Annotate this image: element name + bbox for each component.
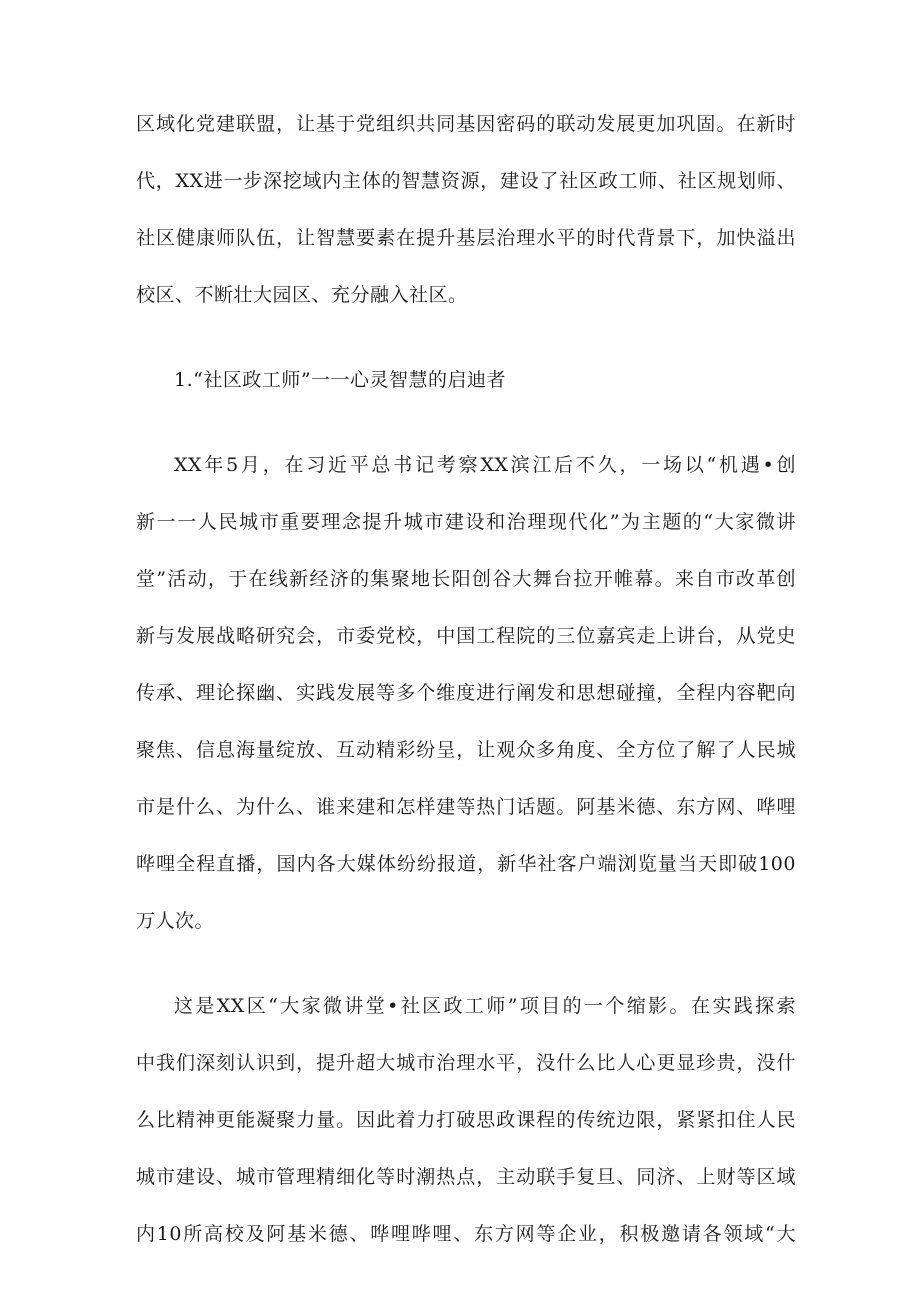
paragraph-gap (136, 409, 796, 437)
paragraph (136, 96, 796, 324)
paragraph-gap (136, 324, 796, 352)
text-line: 校区、不断壮大园区、充分融入社区。 (136, 284, 468, 306)
text-line: 新一一人民城市重要理念提升城市建设和治理现代化”为主题的“大家微讲 (136, 511, 796, 533)
section-heading: 1.“社区政工师”一一心灵智慧的启迪者 (174, 369, 507, 391)
text-line: 区域化党建联盟，让基于党组织共同基因密码的联动发展更加巩固。在新时 (136, 113, 796, 135)
text-line: 聚焦、信息海量绽放、互动精彩纷呈，让观众多角度、全方位了解了人民城 (136, 739, 796, 761)
text-line: 社区健康师队伍，让智慧要素在提升基层治理水平的时代背景下，加快溢出 (136, 227, 796, 249)
document-body (136, 96, 796, 1263)
text-line: 么比精神更能凝聚力量。因此着力打破思政课程的传统边限，紧紧扣住人民 (136, 1109, 796, 1131)
paragraph-gap (136, 950, 796, 978)
text-line: 传承、理论探幽、实践发展等多个维度进行阐发和思想碰撞，全程内容靶向 (136, 682, 796, 704)
text-line: 堂”活动，于在线新经济的集聚地长阳创谷大舞台拉开帷幕。来自市改革创 (136, 568, 796, 590)
text-line: 内10所高校及阿基米德、哗哩哗哩、东方网等企业，积极邀请各领域“大 (136, 1223, 796, 1245)
text-line: 市是什么、为什么、谁来建和怎样建等热门话题。阿基米德、东方网、哗哩 (136, 796, 796, 818)
text-line: 代，XX进一步深挖域内主体的智慧资源，建设了社区政工师、社区规划师、 (136, 170, 796, 192)
paragraph (136, 978, 796, 1263)
text-line: 哗哩全程直播，国内各大媒体纷纷报道，新华社客户端浏览量当天即破100 (136, 853, 796, 875)
text-line: 新与发展战略研究会，市委党校，中国工程院的三位嘉宾走上讲台，从党史 (136, 625, 796, 647)
text-line: 这是XX区“大家微讲堂•社区政工师”项目的一个缩影。在实践探索 (174, 995, 796, 1017)
text-line: XX年5月，在习近平总书记考察XX滨江后不久，一场以“机遇•创 (174, 454, 796, 476)
paragraph (136, 437, 796, 950)
text-line: 万人次。 (136, 910, 215, 932)
text-line: 中我们深刻认识到，提升超大城市治理水平，没什么比人心更显珍贵，没什 (136, 1052, 796, 1074)
text-line: 城市建设、城市管理精细化等时潮热点，主动联手复旦、同济、上财等区域 (136, 1166, 796, 1188)
